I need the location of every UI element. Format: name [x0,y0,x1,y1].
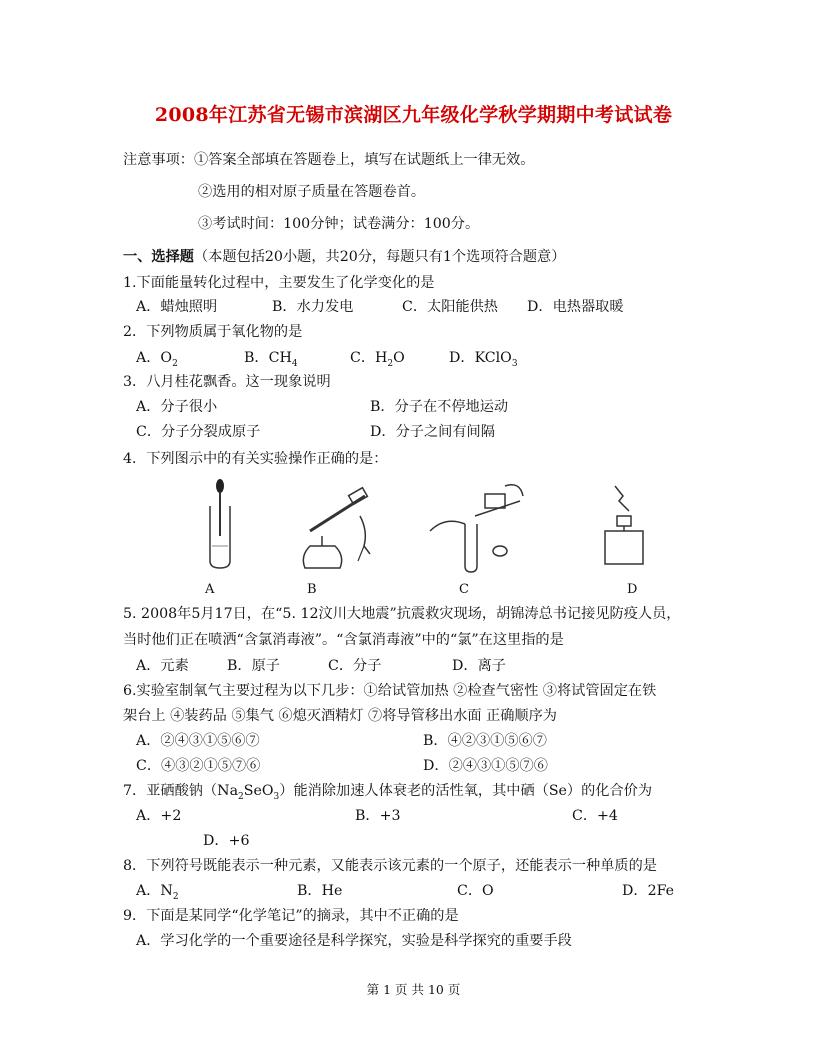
page-footer: 第 1 页 共 10 页 [366,982,461,997]
q6-line-2: 架台上 ④装药品 ⑤集气 ⑥熄灭酒精灯 ⑦将导管移出水面 正确顺序为 [123,708,557,724]
q1-option-d: D．电热器取暖 [527,299,624,315]
q1-option-a: A．蜡烛照明 [136,299,218,315]
q6-line-1: 6.实验室制氧气主要过程为以下几步：①给试管加热 ②检查气密性 ③将试管固定在铁 [123,683,657,699]
section-1-header [123,247,565,267]
note-1: ①答案全部填在答题卷上，填写在试题纸上一律无效。 [193,152,535,168]
q5-option-b: B．原子 [227,658,280,674]
q3-option-b: B．分子在不停地运动 [370,399,509,415]
q8-stem: 8．下列符号既能表示一种元素，又能表示该元素的一个原子，还能表示一种单质的是 [123,858,657,874]
figure-label-b: B [307,582,317,597]
note-2: ②选用的相对原子质量在答题卷首。 [198,184,426,200]
q5-option-c: C．分子 [328,658,382,674]
figure-label-d: D [627,582,638,597]
q2-stem: 2．下列物质属于氧化物的是 [123,324,303,340]
q3-option-a: A．分子很小 [136,399,218,415]
figure-c-adding-solid-icon [425,476,525,576]
q8-option-c: C．O [457,883,494,899]
figure-label-c: C [459,582,469,597]
q5-line-1: 5. 2008年5月17日，在“5. 12汶川大地震”抗震救灾现场，胡锦涛总书记接见防疫人员， [123,606,681,622]
q8-option-d: D．2Fe [622,883,675,899]
q6-option-a: A．②④③①⑤⑥⑦ [136,733,260,749]
q4-figures [180,476,680,596]
q3-option-c: C．分子分裂成原子 [136,424,261,440]
section-desc: （本题包括20小题，共20分，每题只有1个选项符合题意） [193,249,566,265]
q3-stem: 3．八月桂花飘香。这一现象说明 [123,374,331,390]
q5-option-d: D．离子 [452,658,506,674]
q8-option-a: A．$N_2$ [136,883,179,902]
q7-stem: 7．亚硒酸钠$(Na_2SeO_3)$能消除加速人体衰老的活性氧，其中硒（Se）的化合价为 [123,783,653,802]
note-3: ③考试时间：100分钟；试卷满分：100分。 [198,216,480,232]
q7-option-b: B．+3 [355,808,401,824]
q1-stem: 1.下面能量转化过程中，主要发生了化学变化的是 [123,275,435,291]
q8-option-b: B．He [297,883,343,899]
q2-option-d: D．KClO$_3$ [449,350,518,369]
q9-option-a: A．学习化学的一个重要途径是科学探究，实验是科学探究的重要手段 [136,933,572,949]
q2-option-b: B．$CH_4$ [244,350,298,369]
figure-a-dropper-icon [190,476,240,576]
page-title: 2008年江苏省无锡市滨湖区九年级化学秋学期期中考试试卷 [154,104,673,126]
q5-line-2: 当时他们正在喷洒“含氯消毒液”。“含氯消毒液”中的“氯”在这里指的是 [123,632,564,648]
q2-option-c: C．$H_2O$ [350,350,405,369]
q7-option-a: A．+2 [136,808,182,824]
q1-option-c: C．太阳能供热 [402,299,498,315]
q6-option-b: B．④②③①⑤⑥⑦ [423,733,547,749]
q4-stem: 4．下列图示中的有关实验操作正确的是： [123,451,388,467]
figure-label-a: A [205,582,215,597]
q6-option-d: D．②④③①⑤⑦⑥ [423,758,548,774]
figure-b-heating-icon [290,476,390,576]
notes-label: 注意事项： [123,152,194,168]
q3-option-d: D．分子之间有间隔 [370,424,495,440]
q2-option-a: A．$O_2$ [136,350,178,369]
figure-d-alcohol-lamp-icon [595,476,655,576]
notes-line-1 [123,150,534,170]
q6-option-c: C．④③②①⑤⑦⑥ [136,758,261,774]
q1-option-b: B．水力发电 [272,299,354,315]
q5-option-a: A．元素 [136,658,189,674]
q9-stem: 9．下面是某同学“化学笔记”的摘录，其中不正确的是 [123,908,459,924]
q7-option-c: C．+4 [572,808,618,824]
section-heading: 一、选择题 [123,249,194,265]
q7-option-d: D．+6 [203,833,250,849]
